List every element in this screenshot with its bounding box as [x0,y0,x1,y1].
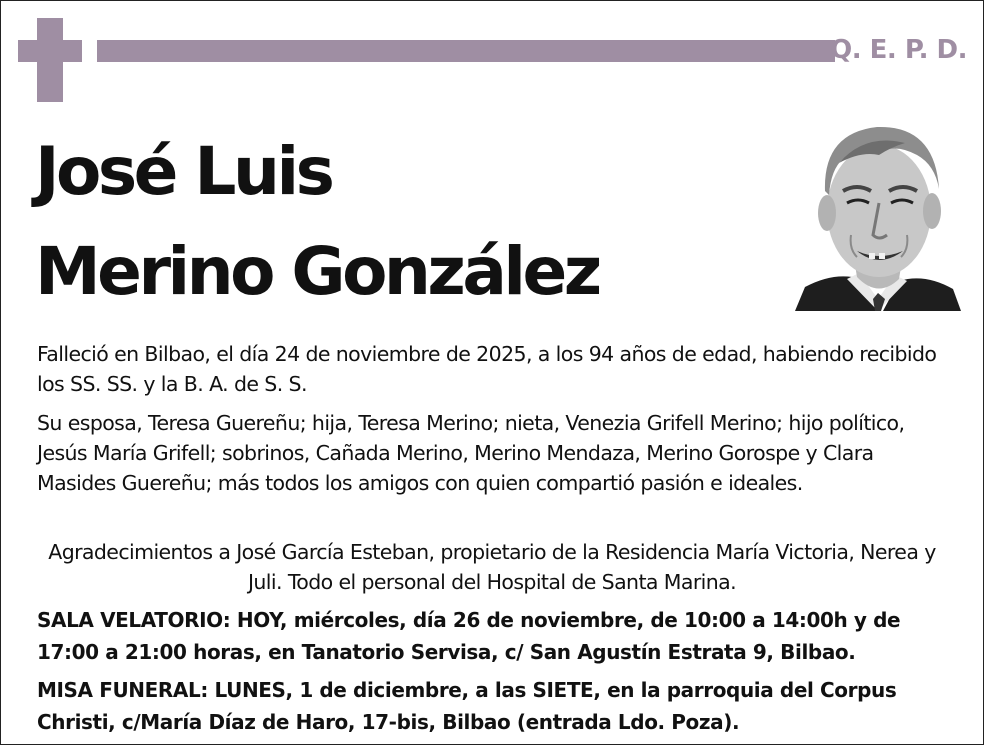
death-paragraph: Falleció en Bilbao, el día 24 de noviembre de 2025, a los 94 años de edad, habiendo recibido los SS. SS. y la B. A. de S. S. [37,342,937,396]
funeral-paragraph: MISA FUNERAL: LUNES, 1 de diciembre, a las SIETE, en la parroquia del Corpus Christi, c/María Díaz de Haro, 17-bis, Bilbao (entrada Ldo. Poza). [37,678,897,734]
deceased-name-line2: Merino González [35,233,599,310]
family-paragraph: Su esposa, Teresa Guereñu; hija, Teresa Merino; nieta, Venezia Grifell Merino; hijo político, Jesús María Grifell; sobrinos, Cañada Merino, Merino Mendaza, Merino Gorospe y Clara Masides Guereñu; más todos los amigos con quien compartió pasión e ideales. [37,411,905,495]
deceased-name-line1: José Luis [35,133,332,210]
header-rule [97,40,835,62]
thanks-paragraph: Agradecimientos a José García Esteban, propietario de la Residencia María Victoria, Nerea y Juli. Todo el personal del Hospital de Santa Marina. [48,540,936,594]
qepd-label: Q. E. P. D. [830,35,967,65]
wake-paragraph: SALA VELATORIO: HOY, miércoles, día 26 de noviembre, de 10:00 a 14:00h y de 17:00 a 21:00 horas, en Tanatorio Servisa, c/ San Agustín Estrata 9, Bilbao. [37,608,901,664]
cross-icon-bar [18,40,82,62]
portrait-photo-icon [795,103,961,311]
